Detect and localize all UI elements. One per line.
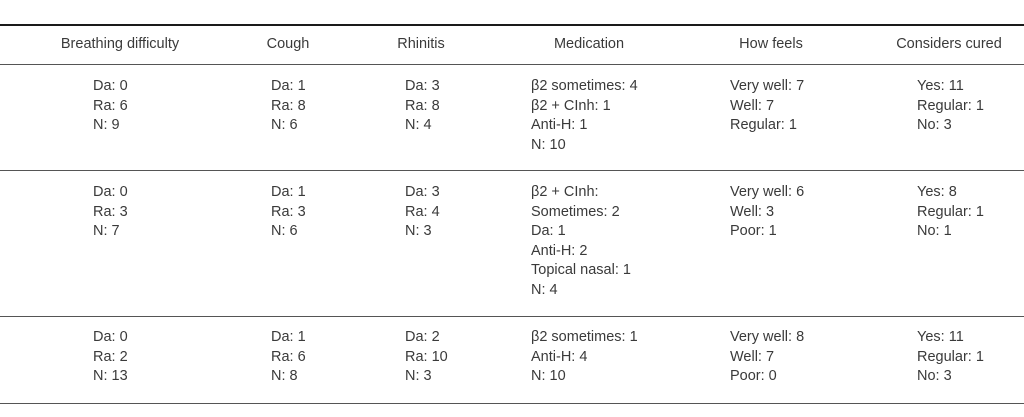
breathing-value: N: 7 bbox=[93, 223, 120, 239]
feels-value: Very well: 8 bbox=[730, 329, 805, 345]
rhinitis-value: N: 4 bbox=[405, 117, 432, 133]
breathing-value: Ra: 6 bbox=[93, 97, 128, 114]
rhinitis-value: Da: 3 bbox=[405, 184, 440, 200]
breathing-value: Ra: 2 bbox=[93, 348, 128, 365]
cough-value: N: 8 bbox=[271, 368, 298, 384]
breathing-value: Ra: 3 bbox=[93, 203, 128, 220]
medication-value: Topical nasal: 1 bbox=[531, 262, 631, 278]
breathing-value: Da: 0 bbox=[93, 329, 128, 345]
header-medication: Medication bbox=[553, 36, 625, 52]
header-how-feels: How feels bbox=[739, 36, 803, 52]
table-header-row bbox=[0, 26, 1024, 64]
feels-value: Regular: 1 bbox=[730, 117, 797, 133]
cured-value: Yes: 11 bbox=[917, 329, 964, 345]
row-divider bbox=[0, 170, 1024, 171]
cough-value: N: 6 bbox=[271, 117, 298, 133]
header-breathing-difficulty: Breathing difficulty bbox=[60, 36, 180, 52]
medication-value: β2 + CInh: bbox=[531, 184, 599, 200]
feels-value: Poor: 1 bbox=[730, 223, 777, 239]
rhinitis-value: N: 3 bbox=[405, 368, 432, 384]
medication-value: Anti-H: 4 bbox=[531, 348, 588, 365]
medication-value: β2 sometimes: 4 bbox=[531, 78, 638, 94]
breathing-value: Da: 0 bbox=[93, 184, 128, 200]
cough-value: Da: 1 bbox=[271, 184, 306, 200]
medication-value: Sometimes: 2 bbox=[531, 203, 620, 220]
cured-value: No: 3 bbox=[917, 117, 952, 133]
feels-value: Very well: 6 bbox=[730, 184, 805, 200]
rhinitis-value: Ra: 4 bbox=[405, 203, 440, 220]
feels-value: Well: 3 bbox=[730, 203, 775, 220]
cough-value: Ra: 6 bbox=[271, 348, 306, 365]
row-divider bbox=[0, 316, 1024, 317]
rhinitis-value: Da: 3 bbox=[405, 78, 440, 94]
header-rhinitis: Rhinitis bbox=[397, 36, 445, 52]
breathing-value: Da: 0 bbox=[93, 78, 128, 94]
cough-value: N: 6 bbox=[271, 223, 298, 239]
header-cough: Cough bbox=[266, 36, 310, 52]
feels-value: Very well: 7 bbox=[730, 78, 805, 94]
feels-value: Poor: 0 bbox=[730, 368, 777, 384]
cough-value: Da: 1 bbox=[271, 329, 306, 345]
table-bottom-rule bbox=[0, 403, 1024, 404]
rhinitis-value: Da: 2 bbox=[405, 329, 440, 345]
breathing-value: N: 9 bbox=[93, 117, 120, 133]
breathing-value: N: 13 bbox=[93, 368, 128, 384]
medication-value: N: 10 bbox=[531, 136, 566, 153]
rhinitis-value: N: 3 bbox=[405, 223, 432, 239]
feels-value: Well: 7 bbox=[730, 97, 775, 114]
cough-value: Ra: 8 bbox=[271, 97, 306, 114]
header-considers-cured: Considers cured bbox=[896, 36, 1002, 52]
header-divider bbox=[0, 64, 1024, 65]
medication-value: N: 4 bbox=[531, 281, 558, 298]
cured-value: Yes: 8 bbox=[917, 184, 957, 200]
cured-value: No: 3 bbox=[917, 368, 952, 384]
rhinitis-value: Ra: 8 bbox=[405, 97, 440, 114]
feels-value: Well: 7 bbox=[730, 348, 775, 365]
cured-value: No: 1 bbox=[917, 223, 952, 239]
cured-value: Regular: 1 bbox=[917, 97, 984, 114]
medication-value: Da: 1 bbox=[531, 223, 566, 239]
cured-value: Yes: 11 bbox=[917, 78, 964, 94]
medication-value: β2 + CInh: 1 bbox=[531, 97, 611, 114]
cough-value: Da: 1 bbox=[271, 78, 306, 94]
medication-value: N: 10 bbox=[531, 368, 566, 384]
rhinitis-value: Ra: 10 bbox=[405, 348, 448, 365]
cough-value: Ra: 3 bbox=[271, 203, 306, 220]
cured-value: Regular: 1 bbox=[917, 203, 984, 220]
cured-value: Regular: 1 bbox=[917, 348, 984, 365]
medication-value: Anti-H: 2 bbox=[531, 242, 588, 259]
medication-value: β2 sometimes: 1 bbox=[531, 329, 638, 345]
medication-value: Anti-H: 1 bbox=[531, 117, 588, 133]
